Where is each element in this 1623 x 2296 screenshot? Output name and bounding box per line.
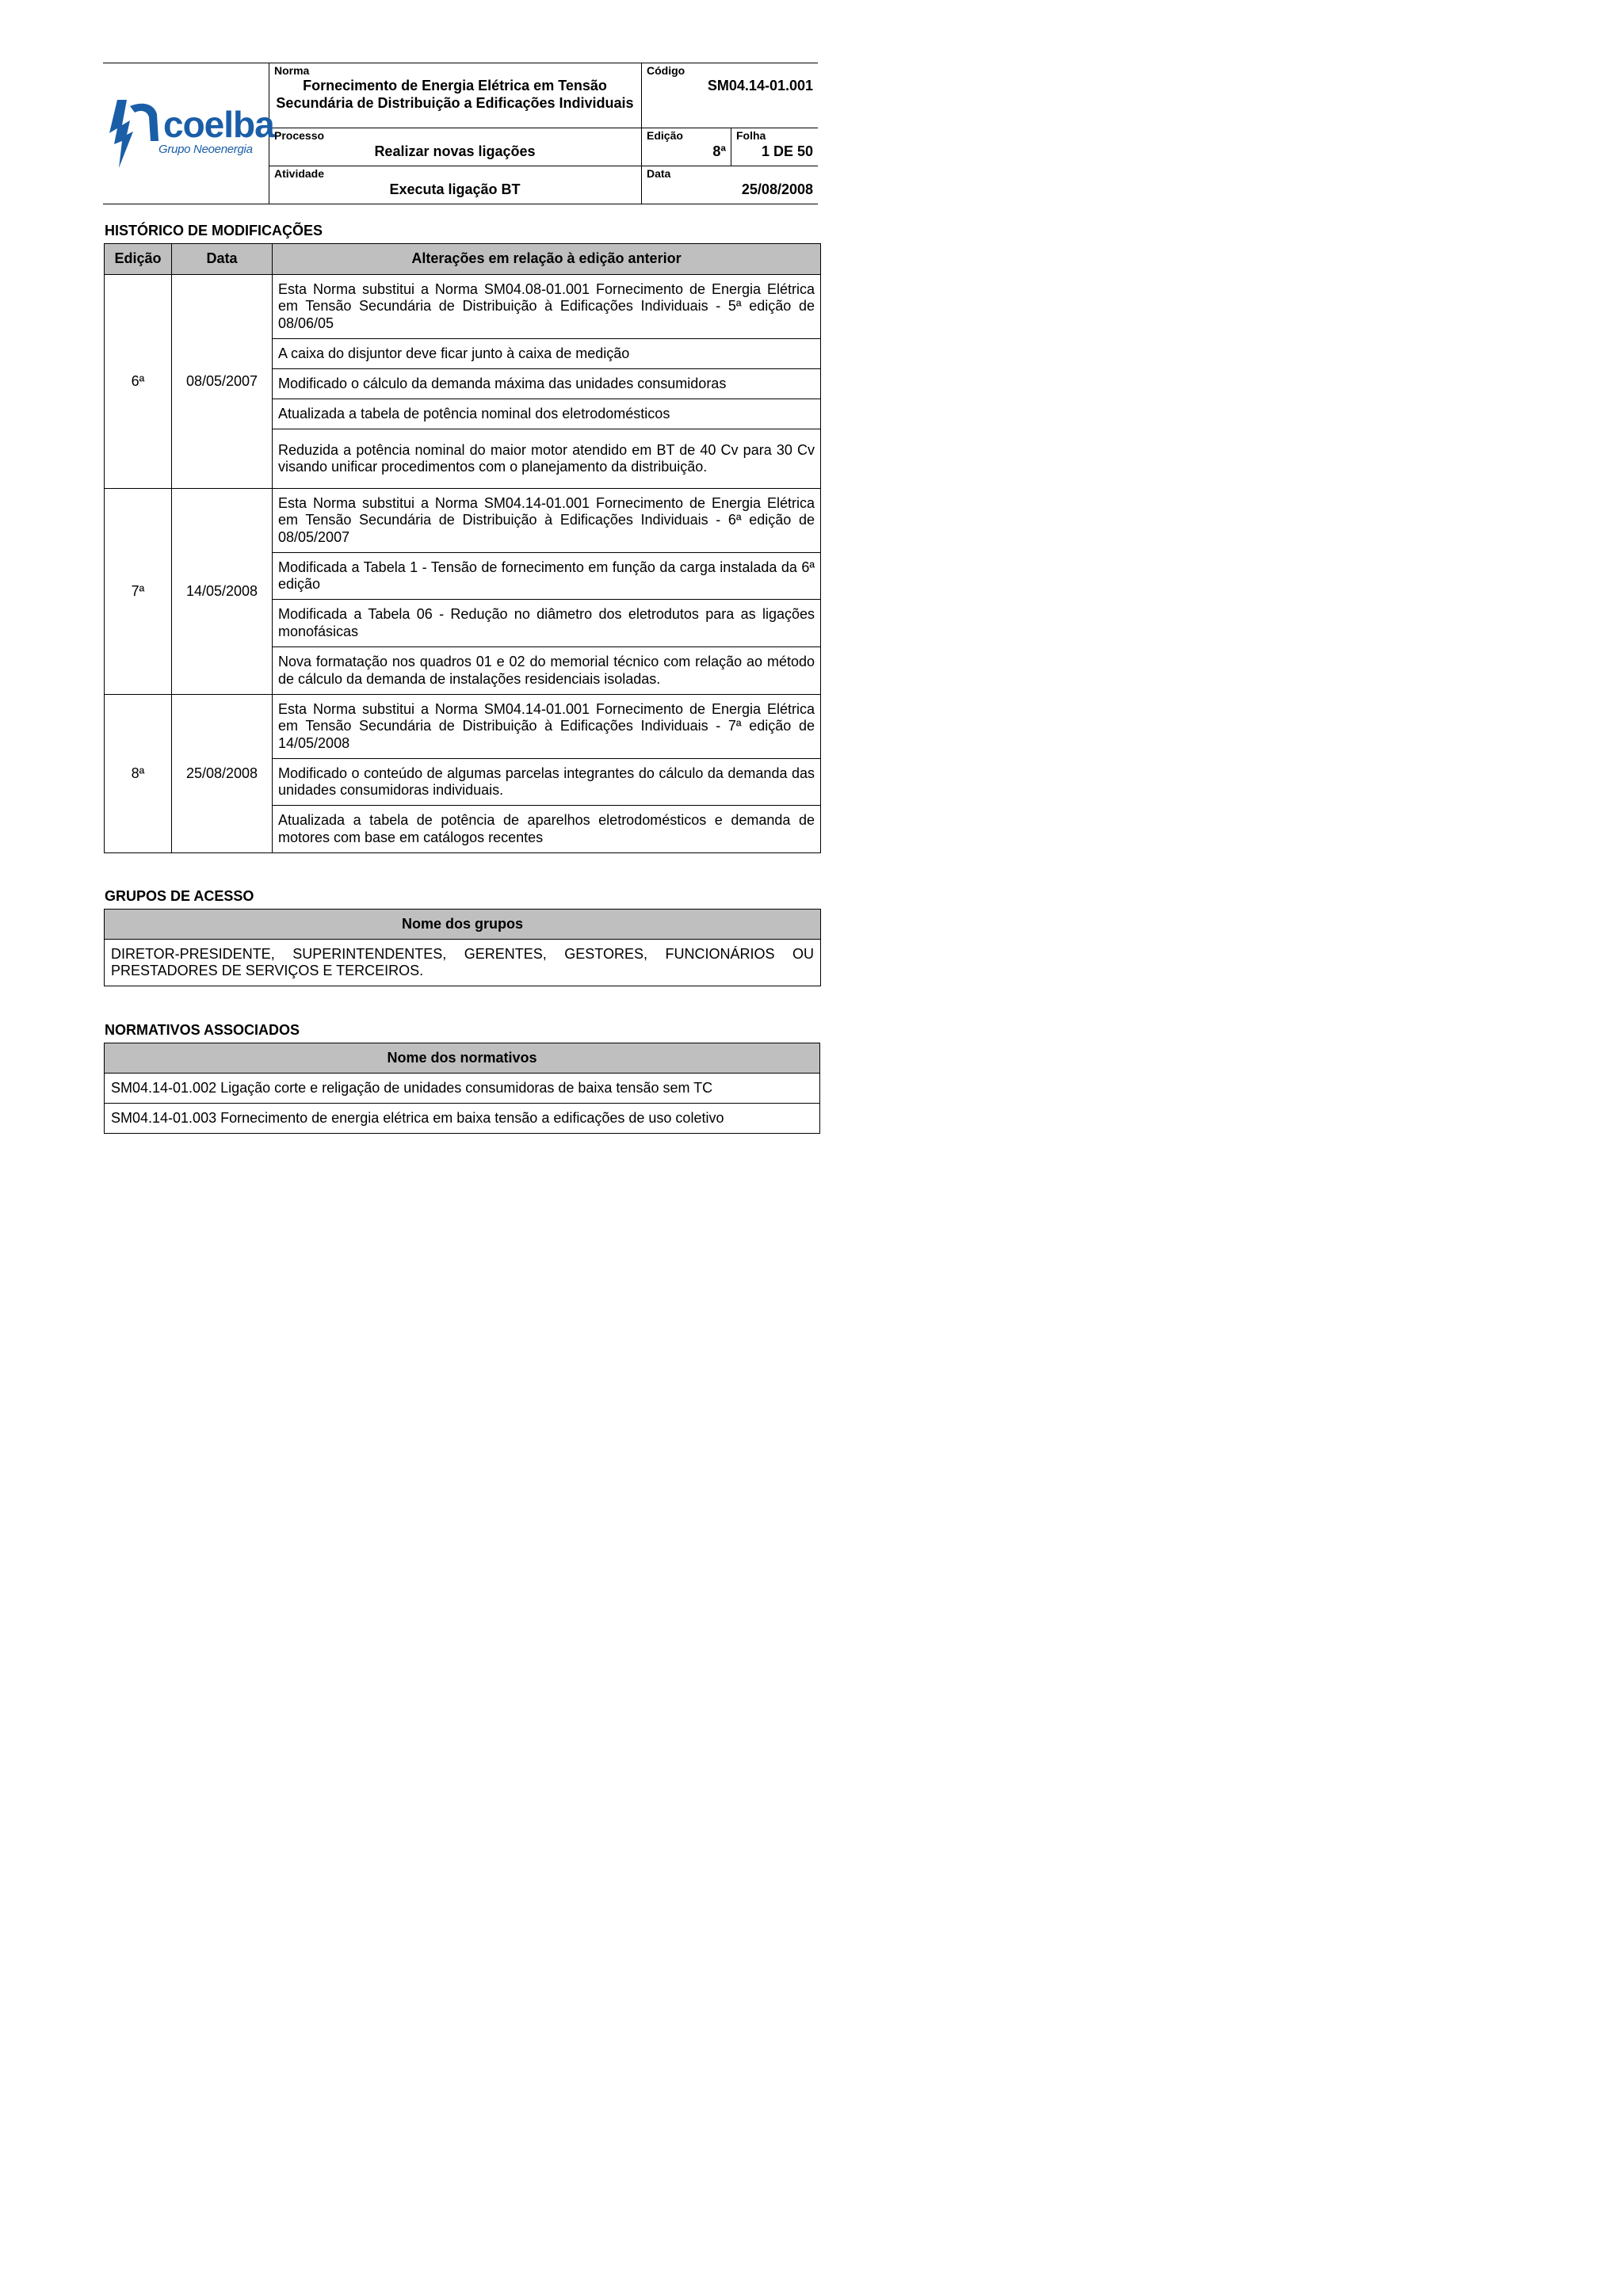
data-cell: 08/05/2007 [172, 275, 273, 489]
norma-label: Norma [274, 64, 310, 77]
historico-title: HISTÓRICO DE MODIFICAÇÕES [105, 223, 323, 238]
normativo-cell: SM04.14-01.003 Fornecimento de energia elétrica em baixa tensão a edificações de uso coletivo [105, 1104, 820, 1134]
lightning-logo-icon [106, 97, 162, 170]
table-row [105, 940, 821, 986]
change-cell: Nova formatação nos quadros 01 e 02 do memorial técnico com relação ao método de cálculo da demanda de instalações residenciais isoladas. [273, 647, 821, 695]
normativo-cell: SM04.14-01.002 Ligação corte e religação de unidades consumidoras de baixa tensão sem TC [105, 1074, 820, 1104]
change-cell: A caixa do disjuntor deve ficar junto à caixa de medição [273, 339, 821, 369]
grupos-table [104, 909, 821, 986]
historico-table [104, 243, 821, 853]
processo-label: Processo [274, 129, 325, 142]
codigo-label: Código [647, 64, 685, 77]
normativos-table [104, 1043, 820, 1134]
atividade-value: Executa ligação BT [389, 181, 521, 197]
edicao-cell: 6ª [105, 275, 172, 489]
grupos-title: GRUPOS DE ACESSO [105, 888, 254, 904]
edicao-cell: 8ª [105, 695, 172, 853]
change-cell: Reduzida a potência nominal do maior motor atendido em BT de 40 Cv para 30 Cv visando unificar procedimentos com o planejamento da distribuição. [273, 429, 821, 489]
column-header-nome-normativos: Nome dos normativos [105, 1043, 820, 1074]
data-value: 25/08/2008 [741, 181, 813, 197]
data-cell: 25/08/2008 [172, 695, 273, 853]
data-cell: 14/05/2008 [172, 489, 273, 695]
logo-brand-text: coelba [163, 104, 274, 145]
change-cell: Esta Norma substitui a Norma SM04.14-01.001 Fornecimento de Energia Elétrica em Tensão Secundária de Distribuição à Edificações Individuais - 7ª edição de 14/05/2008 [273, 695, 821, 759]
data-label: Data [647, 167, 671, 180]
change-cell: Esta Norma substitui a Norma SM04.14-01.001 Fornecimento de Energia Elétrica em Tensão Secundária de Distribuição à Edificações Individuais - 6ª edição de 08/05/2007 [273, 489, 821, 553]
change-cell: Modificada a Tabela 1 - Tensão de fornecimento em função da carga instalada da 6ª edição [273, 553, 821, 600]
folha-value: 1 DE 50 [761, 143, 813, 159]
edicao-cell: 7ª [105, 489, 172, 695]
processo-value: Realizar novas ligações [374, 143, 536, 159]
change-cell: Esta Norma substitui a Norma SM04.08-01.001 Fornecimento de Energia Elétrica em Tensão Secundária de Distribuição à Edificações Individuais - 5ª edição de 08/06/05 [273, 275, 821, 339]
column-header-nome-grupos: Nome dos grupos [105, 910, 821, 940]
change-cell: Modificada a Tabela 06 - Redução no diâmetro dos eletrodutos para as ligações monofásicas [273, 600, 821, 647]
table-row [105, 1074, 820, 1104]
change-cell: Modificado o cálculo da demanda máxima das unidades consumidoras [273, 369, 821, 399]
table-row [105, 275, 821, 339]
change-cell: Atualizada a tabela de potência nominal dos eletrodomésticos [273, 399, 821, 429]
edicao-label: Edição [647, 129, 683, 142]
table-header-row [105, 244, 821, 275]
table-row [105, 1104, 820, 1134]
atividade-label: Atividade [274, 167, 325, 180]
change-cell: Modificado o conteúdo de algumas parcelas integrantes do cálculo da demanda das unidades consumidoras individuais. [273, 759, 821, 806]
coelba-logo [106, 97, 274, 170]
grupos-cell: DIRETOR-PRESIDENTE, SUPERINTENDENTES, GERENTES, GESTORES, FUNCIONÁRIOS OU PRESTADORES DE SERVIÇOS E TERCEIROS. [105, 940, 821, 986]
change-cell: Atualizada a tabela de potência de aparelhos eletrodomésticos e demanda de motores com base em catálogos recentes [273, 806, 821, 853]
column-header-data: Data [172, 244, 273, 275]
table-header-row [105, 910, 821, 940]
column-header-alteracoes: Alterações em relação à edição anterior [273, 244, 821, 275]
column-header-edicao: Edição [105, 244, 172, 275]
table-row [105, 695, 821, 759]
header-divider [641, 63, 642, 204]
folha-label: Folha [736, 129, 766, 142]
table-row [105, 489, 821, 553]
codigo-value: SM04.14-01.001 [707, 78, 813, 93]
table-header-row [105, 1043, 820, 1074]
edicao-value: 8ª [712, 143, 726, 159]
logo-subtitle-text: Grupo Neoenergia [158, 143, 253, 156]
normativos-title: NORMATIVOS ASSOCIADOS [105, 1022, 300, 1038]
norma-title: Fornecimento de Energia Elétrica em Tensão Secundária de Distribuição a Edificações Individuais [276, 78, 634, 111]
